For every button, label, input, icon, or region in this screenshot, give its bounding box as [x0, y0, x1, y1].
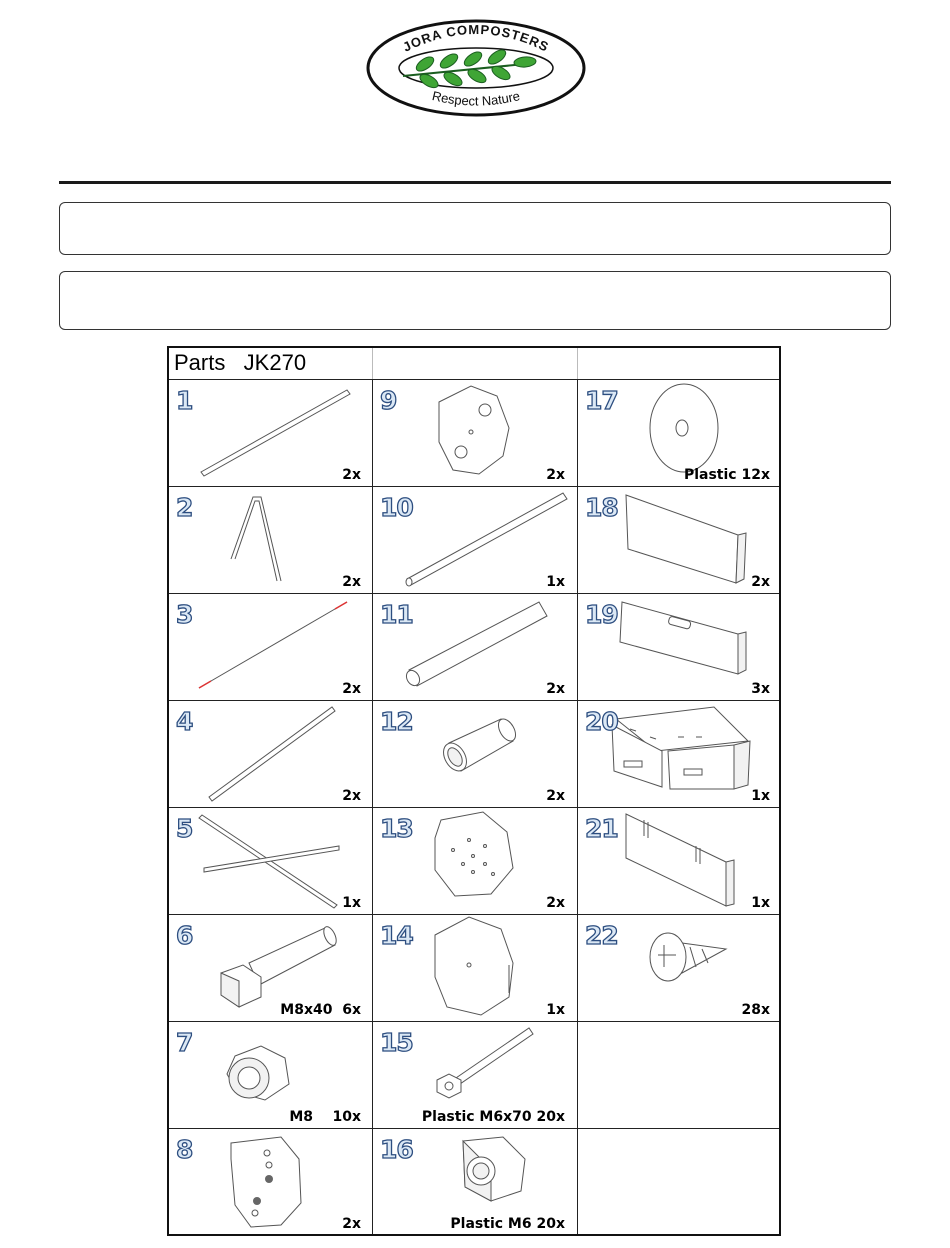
part-number: 12 — [380, 707, 413, 736]
part-quantity: 3x — [751, 681, 770, 697]
part-number: 17 — [585, 386, 618, 415]
part-quantity: 1x — [751, 895, 770, 911]
empty-cell — [578, 1022, 782, 1128]
part-cell-9 — [373, 380, 577, 486]
logo-brand-text: JORA COMPOSTERS — [400, 21, 552, 55]
part-number: 15 — [380, 1028, 413, 1057]
empty-info-box-2 — [59, 271, 891, 330]
part-number: 9 — [380, 386, 397, 415]
part-number: 2 — [176, 493, 193, 522]
part-number: 4 — [176, 707, 193, 736]
part-quantity: Plastic M6 20x — [450, 1216, 565, 1232]
part-quantity: 1x — [546, 574, 565, 590]
part-cell-7 — [169, 1022, 373, 1128]
part-cell-6 — [169, 915, 373, 1021]
parts-table-header — [169, 348, 779, 380]
part-quantity: M8x40 6x — [280, 1002, 361, 1018]
part-cell-1 — [169, 380, 373, 486]
parts-table — [167, 346, 781, 1236]
part-number: 5 — [176, 814, 193, 843]
part-cell-10 — [373, 487, 577, 593]
part-number: 3 — [176, 600, 193, 629]
part-cell-5 — [169, 808, 373, 914]
part-quantity: 2x — [342, 788, 361, 804]
part-cell-21 — [578, 808, 782, 914]
part-number: 13 — [380, 814, 413, 843]
part-cell-18 — [578, 487, 782, 593]
part-cell-8 — [169, 1129, 373, 1235]
part-cell-2 — [169, 487, 373, 593]
part-number: 10 — [380, 493, 413, 522]
part-quantity: 2x — [546, 895, 565, 911]
part-cell-13 — [373, 808, 577, 914]
part-cell-4 — [169, 701, 373, 807]
part-quantity: 1x — [546, 1002, 565, 1018]
part-cell-20 — [578, 701, 782, 807]
jora-composters-logo — [365, 18, 587, 118]
empty-cell — [578, 1129, 782, 1235]
part-number: 1 — [176, 386, 193, 415]
part-number: 20 — [585, 707, 618, 736]
part-quantity: 2x — [342, 574, 361, 590]
empty-info-box-1 — [59, 202, 891, 255]
part-quantity: M8 10x — [289, 1109, 361, 1125]
part-number: 21 — [585, 814, 618, 843]
part-quantity: 2x — [546, 681, 565, 697]
part-quantity: Plastic M6x70 20x — [421, 1109, 565, 1125]
part-quantity: 2x — [342, 681, 361, 697]
part-quantity: 1x — [342, 895, 361, 911]
part-quantity: 1x — [751, 788, 770, 804]
header-rule — [59, 181, 891, 184]
part-quantity: 2x — [546, 788, 565, 804]
part-quantity: 2x — [751, 574, 770, 590]
logo-tagline-text: Respect Nature — [430, 88, 522, 109]
part-cell-15 — [373, 1022, 577, 1128]
part-quantity: 2x — [546, 467, 565, 483]
part-cell-16 — [373, 1129, 577, 1235]
part-cell-22 — [578, 915, 782, 1021]
part-quantity: 28x — [741, 1002, 770, 1018]
part-number: 22 — [585, 921, 618, 950]
part-quantity: Plastic 12x — [683, 467, 770, 483]
part-number: 8 — [176, 1135, 193, 1164]
part-quantity: 2x — [342, 1216, 361, 1232]
part-number: 11 — [380, 600, 413, 629]
part-cell-11 — [373, 594, 577, 700]
part-number: 19 — [585, 600, 618, 629]
parts-table-title: Parts JK270 — [174, 350, 307, 375]
part-number: 7 — [176, 1028, 193, 1057]
part-cell-14 — [373, 915, 577, 1021]
part-cell-3 — [169, 594, 373, 700]
part-number: 18 — [585, 493, 618, 522]
part-number: 14 — [380, 921, 413, 950]
part-cell-19 — [578, 594, 782, 700]
part-cell-17 — [578, 380, 782, 486]
part-cell-12 — [373, 701, 577, 807]
part-quantity: 2x — [342, 467, 361, 483]
part-number: 16 — [380, 1135, 413, 1164]
part-number: 6 — [176, 921, 193, 950]
